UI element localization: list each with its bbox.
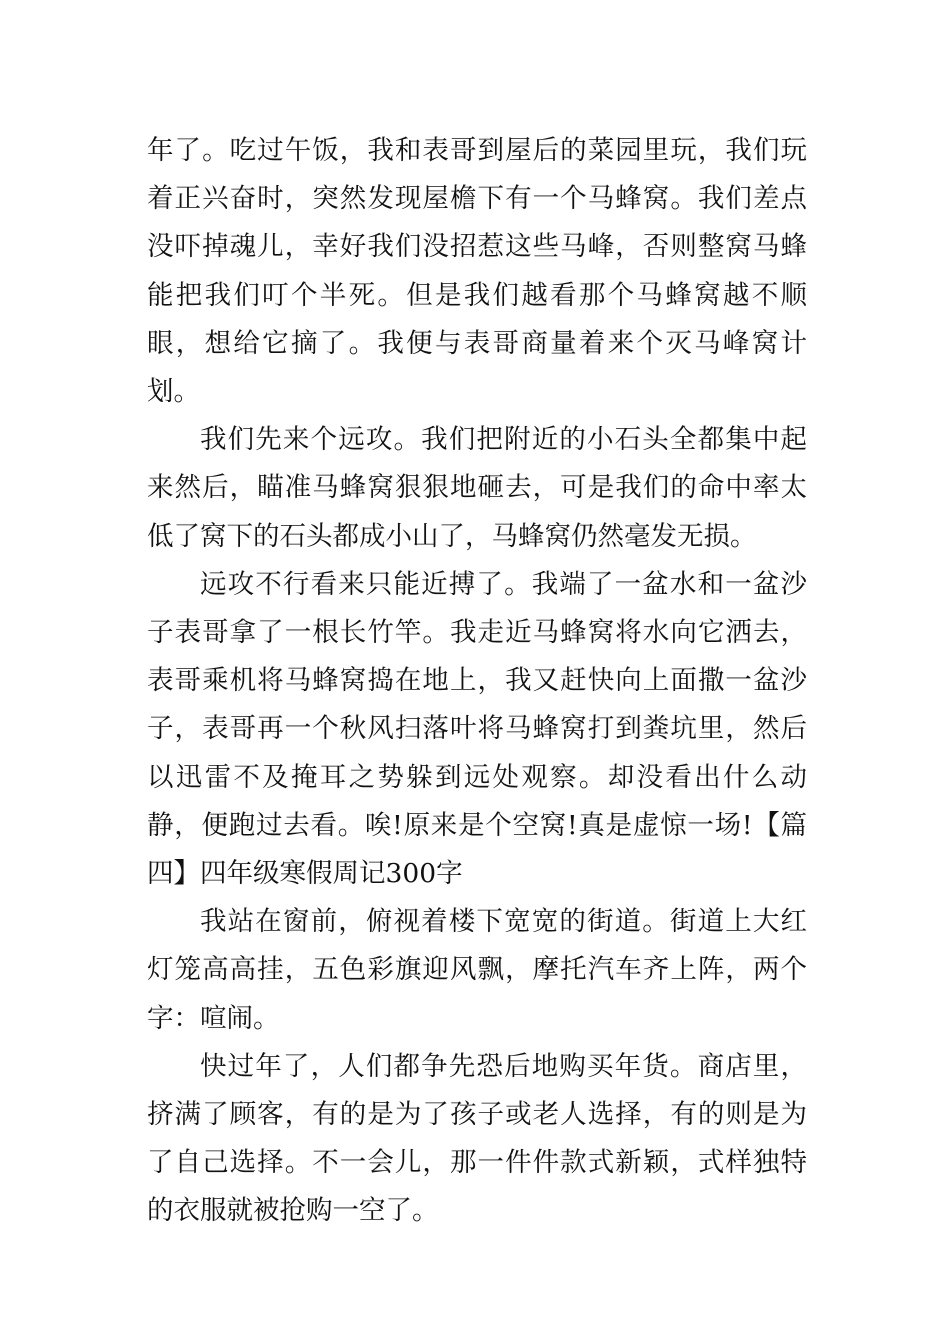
body-text xyxy=(147,127,807,1236)
paragraph-5: 快过年了，人们都争先恐后地购买年货。商店里，挤满了顾客，有的是为了孩子或老人选择，有的则是为了自己选择。不一会儿，那一件件款式新颖，式样独特的衣服就被抢购一空了。 xyxy=(147,1050,807,1227)
paragraph-3: 远攻不行看来只能近搏了。我端了一盆水和一盆沙子表哥拿了一根长竹竿。我走近马蜂窝将水向它洒去，表哥乘机将马蜂窝捣在地上，我又赶快向上面撒一盆沙子，表哥再一个秋风扫落叶将马蜂窝打到粪坑里，然后以迅雷不及掩耳之势躲到远处观察。却没看出什么动静，便跑过去看。唉!原来是个空窝!真是虚惊一场!【篇四】四年级寒假周记300字 xyxy=(147,568,807,890)
paragraph-4: 我站在窗前，俯视着楼下宽宽的街道。街道上大红灯笼高高挂，五色彩旗迎风飘，摩托汽车齐上阵，两个字：喧闹。 xyxy=(147,906,807,1034)
paragraph-2: 我们先来个远攻。我们把附近的小石头全都集中起来然后，瞄准马蜂窝狠狠地砸去，可是我们的命中率太低了窝下的石头都成小山了，马蜂窝仍然毫发无损。 xyxy=(147,424,807,552)
paragraph-1: 年了。吃过午饭，我和表哥到屋后的菜园里玩，我们玩着正兴奋时，突然发现屋檐下有一个马蜂窝。我们差点没吓掉魂儿，幸好我们没招惹这些马峰，否则整窝马蜂能把我们叮个半死。但是我们越看那个马蜂窝越不顺眼，想给它摘了。我便与表哥商量着来个灭马峰窝计划。 xyxy=(147,135,807,408)
